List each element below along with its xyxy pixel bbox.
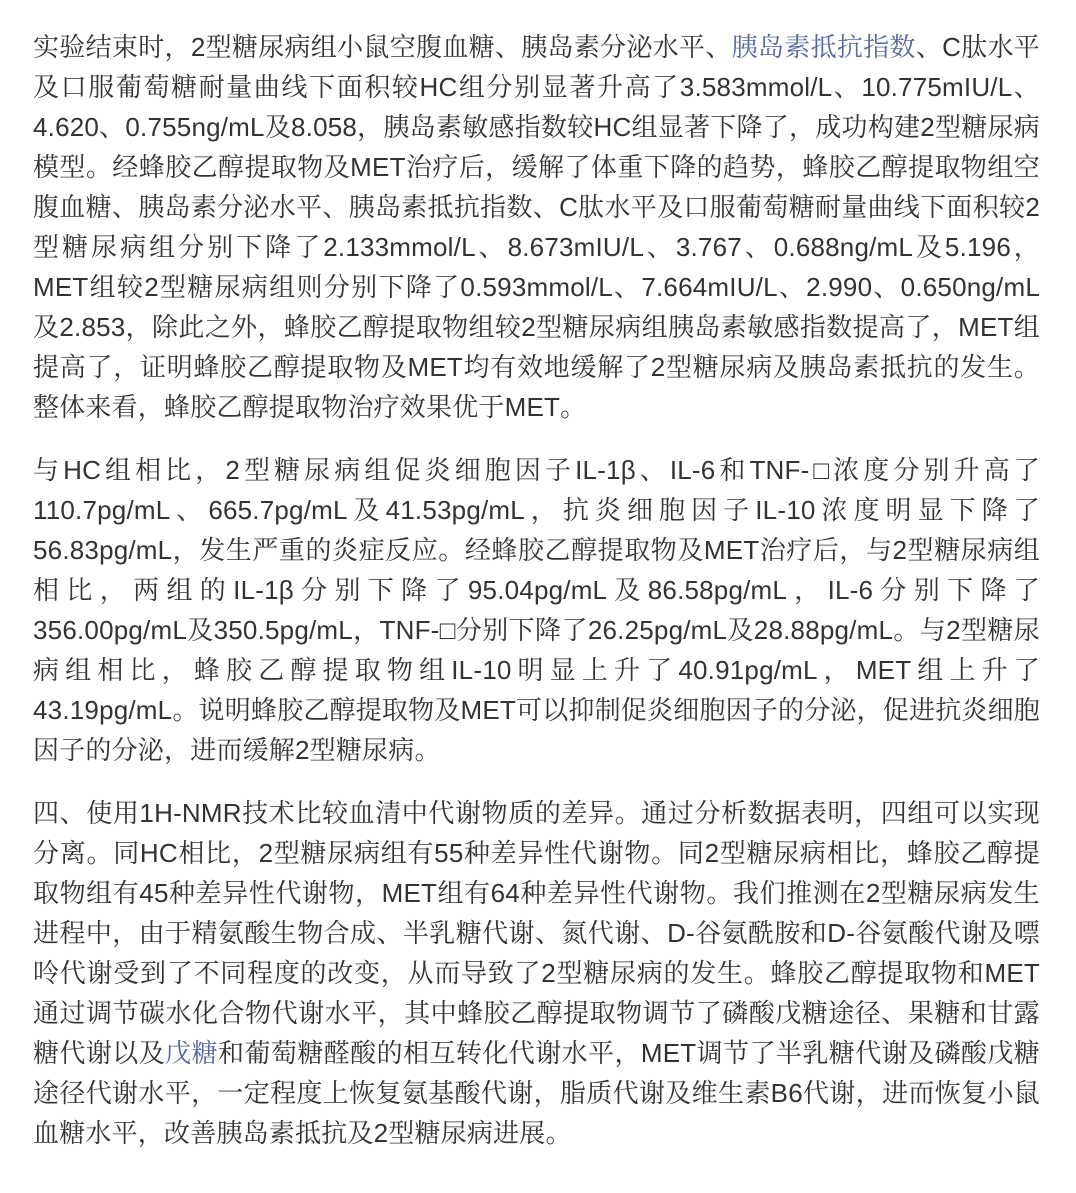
text-run: 、C肽水平及口服葡萄糖耐量曲线下面积较HC组分别显著升高了3.583mmol/L、10.775mIU/L、4.620、0.755ng/mL及8.058，胰岛素敏感指数较HC组显著下降了，成功构建2型糖尿病模型。经蜂胶乙醇提取物及MET治疗后，缓解了体重下降的趋势，蜂胶乙醇提取物组空腹血糖、胰岛素分泌水平、胰岛素抵抗指数、C肽水平及口服葡萄糖耐量曲线下面积较2型糖尿病组分别下降了2.133mmol/L、8.673mIU/L、3.767、0.688ng/mL及5.196，MET组较2型糖尿病组则分别下降了0.593mmol/L、7.664mIU/L、2.990、0.650ng/mL及2.853，除此之外，蜂胶乙醇提取物组较2型糖尿病组胰岛素敏感指数提高了，MET组提高了，证明蜂胶乙醇提取物及MET均有效地缓解了2型糖尿病及胰岛素抵抗的发生。整体来看，蜂胶乙醇提取物治疗效果优于MET。 [33,32,1041,422]
text-run: 实验结束时，2型糖尿病组小鼠空腹血糖、胰岛素分泌水平、 [33,32,732,62]
text-run: 和葡萄糖醛酸的相互转化代谢水平，MET调节了半乳糖代谢及磷酸戊糖途径代谢水平，一定程度上恢复氨基酸代谢，脂质代谢及维生素B6代谢，进而恢复小鼠血糖水平，改善胰岛素抵抗及2型糖尿病进展。 [33,1038,1040,1148]
text-run: 与HC组相比，2型糖尿病组促炎细胞因子IL-1β、IL-6和TNF-□浓度分别升高了110.7pg/mL、665.7pg/mL及41.53pg/mL，抗炎细胞因子IL-10浓度明显下降了56.83pg/mL，发生严重的炎症反应。经蜂胶乙醇提取物及MET治疗后，与2型糖尿病组相比，两组的IL-1β分别下降了95.04pg/mL及86.58pg/mL，IL-6分别下降了356.00pg/mL及350.5pg/mL，TNF-□分别下降了26.25pg/mL及28.88pg/mL。与2型糖尿病组相比，蜂胶乙醇提取物组IL-10明显上升了40.91pg/mL，MET组上升了43.19pg/mL。说明蜂胶乙醇提取物及MET可以抑制促炎细胞因子的分泌，促进抗炎细胞因子的分泌，进而缓解2型糖尿病。 [33,455,1041,765]
paragraph-cytokines [33,450,1040,770]
text-run: 四、使用1H-NMR技术比较血清中代谢物质的差异。通过分析数据表明，四组可以实现分离。同HC相比，2型糖尿病组有55种差异性代谢物。同2型糖尿病相比，蜂胶乙醇提取物组有45种差异性代谢物，MET组有64种差异性代谢物。我们推测在2型糖尿病发生进程中，由于精氨酸生物合成、半乳糖代谢、氮代谢、D-谷氨酰胺和D-谷氨酸代谢及嘌呤代谢受到了不同程度的改变，从而导致了2型糖尿病的发生。蜂胶乙醇提取物和MET通过调节碳水化合物代谢水平，其中蜂胶乙醇提取物调节了磷酸戊糖途径、果糖和甘露糖代谢以及 [33,798,1040,1068]
highlighted-term-link[interactable]: 胰岛素抵抗指数 [731,32,916,62]
document-text-area [33,27,1040,1153]
paragraph-nmr-metabolites [33,793,1040,1153]
paragraph-results-model [33,27,1040,427]
highlighted-term-link[interactable]: 戊糖 [165,1038,219,1068]
